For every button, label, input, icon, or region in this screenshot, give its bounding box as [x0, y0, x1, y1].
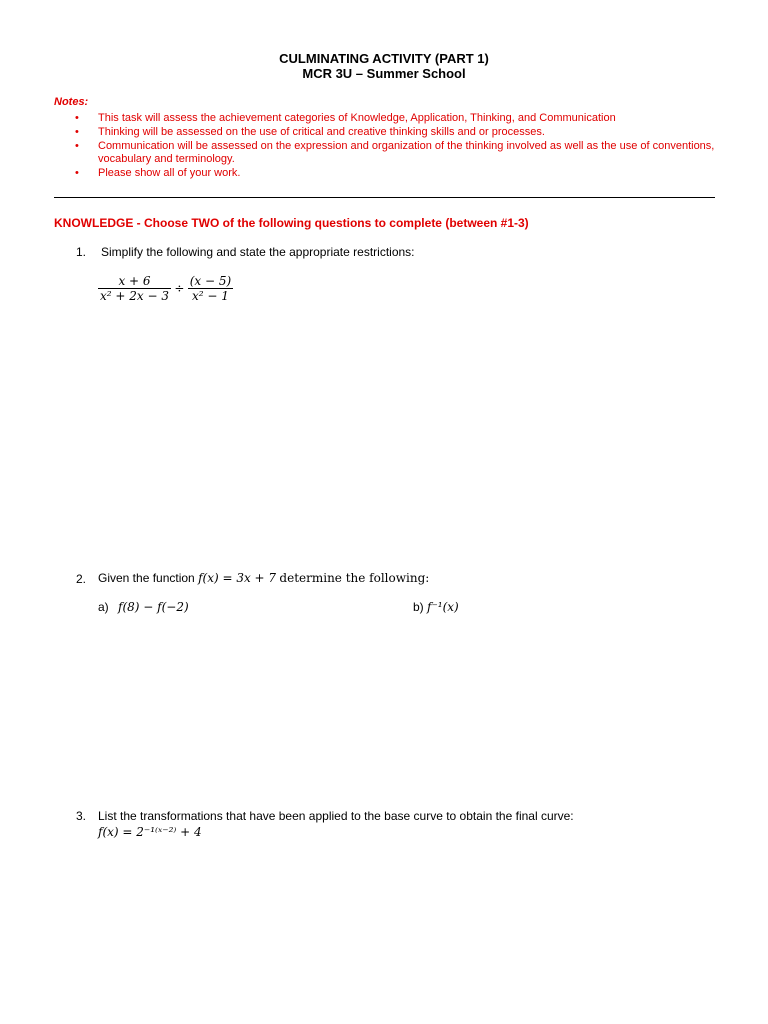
part-b-label: b)	[413, 600, 424, 614]
document-subtitle: MCR 3U – Summer School	[302, 66, 466, 81]
note-text: Communication will be assessed on the expression and organization of the thinking involved as well as the use of conventions, vocabulary and terminology.	[98, 140, 715, 165]
note-text: Please show all of your work.	[98, 167, 241, 179]
question-2-function: f(x) = 3x + 7	[198, 571, 277, 585]
question-3-number: 3.	[76, 809, 87, 823]
note-item	[75, 126, 715, 139]
document-title: CULMINATING ACTIVITY (PART 1)	[279, 51, 489, 66]
question-3-text: List the transformations that have been applied to the base curve to obtain the final curve:	[98, 809, 574, 823]
part-a-expression: f(8) − f(−2)	[118, 600, 189, 614]
part-b-expression: f⁻¹(x)	[427, 600, 459, 614]
question-1-number: 1.	[76, 245, 87, 259]
fraction-1-numerator: x + 6	[98, 274, 171, 289]
question-1-text: Simplify the following and state the appropriate restrictions:	[101, 245, 415, 259]
question-2-part-a	[98, 600, 189, 614]
divide-sign: ÷	[174, 281, 185, 296]
fraction-2-denominator: x² − 1	[192, 289, 229, 303]
question-2-text-prefix: Given the function	[98, 571, 195, 585]
notes-label: Notes:	[54, 96, 89, 108]
bullet-icon: •	[75, 140, 79, 152]
fraction-1-denominator: x² + 2x − 3	[100, 289, 169, 303]
question-1-expression	[98, 274, 233, 303]
fraction-2	[188, 274, 233, 303]
fraction-1	[98, 274, 171, 303]
knowledge-heading: KNOWLEDGE - Choose TWO of the following questions to complete (between #1-3)	[54, 216, 529, 230]
section-divider	[54, 197, 715, 198]
note-text: Thinking will be assessed on the use of critical and creative thinking skills and or processes.	[98, 126, 545, 138]
note-item	[75, 112, 715, 125]
note-text: This task will assess the achievement categories of Knowledge, Application, Thinking, and Communication	[98, 112, 616, 124]
bullet-icon: •	[75, 112, 79, 124]
question-2-text	[98, 571, 429, 585]
note-item	[75, 140, 715, 166]
bullet-icon: •	[75, 167, 79, 179]
question-2-number: 2.	[76, 572, 87, 586]
question-3-function: f(x) = 2⁻¹⁽ˣ⁻²⁾ + 4	[98, 825, 202, 839]
fraction-2-numerator: (x − 5)	[189, 274, 232, 288]
part-a-label: a)	[98, 600, 109, 614]
note-item	[75, 167, 715, 180]
question-2-text-suffix: determine the following:	[279, 571, 430, 585]
bullet-icon: •	[75, 126, 79, 138]
question-2-part-b	[413, 600, 459, 614]
